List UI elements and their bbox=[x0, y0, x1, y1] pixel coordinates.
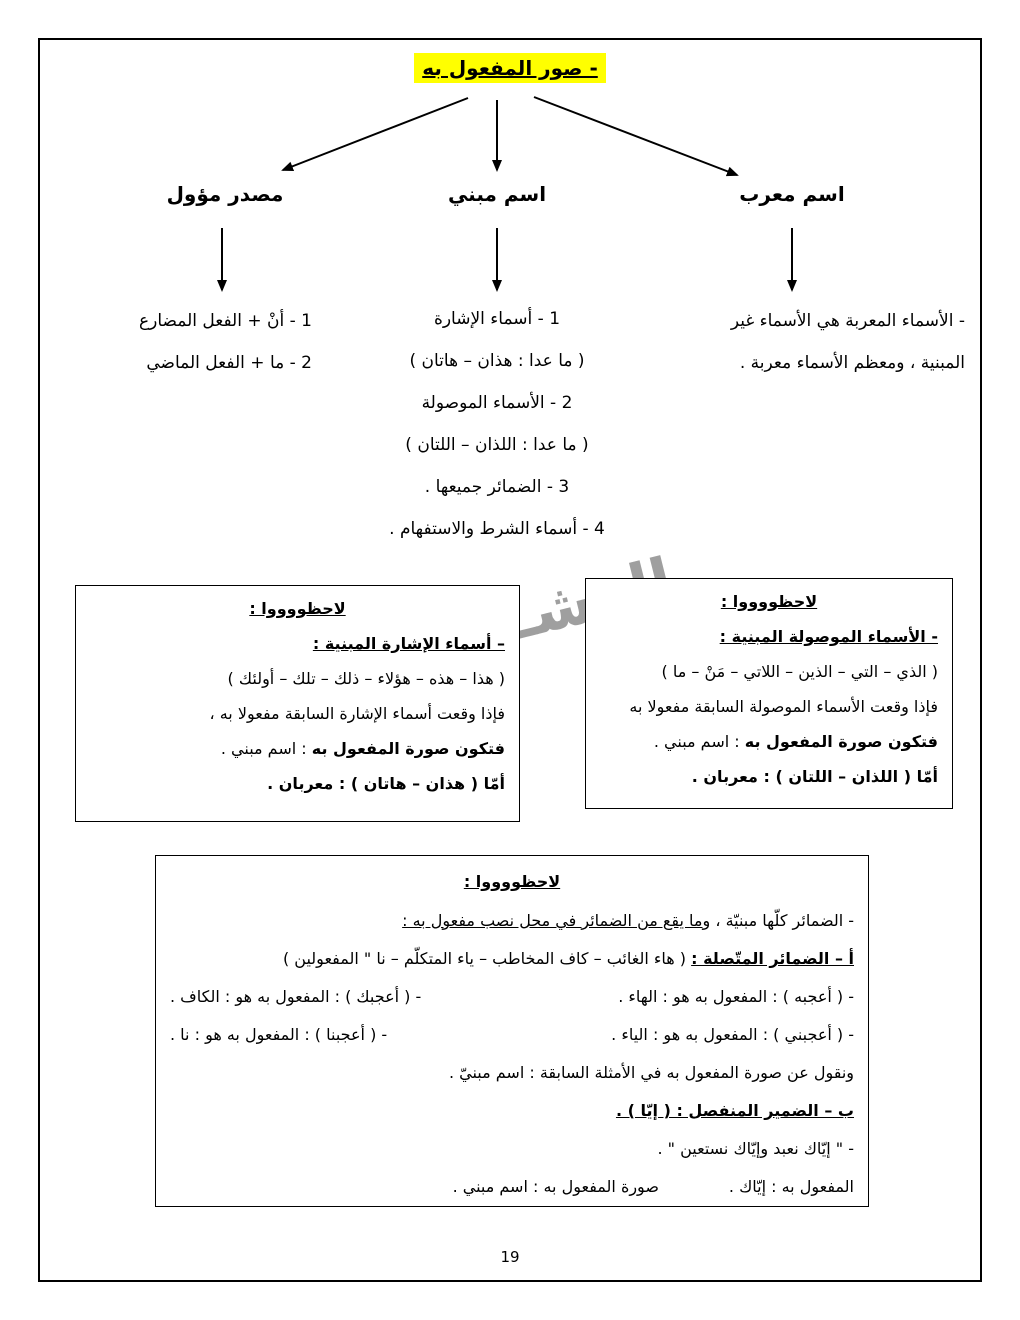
notice-condition: فإذا وقعت أسماء الإشارة السابقة مفعولا به ، bbox=[209, 704, 505, 723]
pronouns-conclusion: ونقول عن صورة المفعول به في الأمثلة السابقة : اسم مبنيّ . bbox=[448, 1063, 854, 1082]
notice-result-rest: : اسم مبني . bbox=[653, 732, 745, 751]
title-highlight: - صور المفعول به bbox=[414, 53, 606, 83]
notice-box-pronouns bbox=[155, 855, 869, 1207]
branch-heading-interpreted-masdar: مصدر مؤول bbox=[166, 182, 284, 206]
example-row-1 bbox=[170, 978, 854, 1016]
middle-branch-details bbox=[318, 298, 676, 550]
detail-line: - الأسماء المعربة هي الأسماء غير bbox=[730, 311, 965, 331]
detail-line: 4 - أسماء الشرط والاستفهام . bbox=[389, 519, 605, 539]
branch-heading-declined-noun: اسم معرب bbox=[739, 182, 845, 206]
notice-exception: أمّا ( اللذان – اللتان ) : معربان . bbox=[691, 767, 938, 786]
notice-condition: فإذا وقعت الأسماء الموصولة السابقة مفعولا به bbox=[629, 697, 938, 716]
example-row-2 bbox=[170, 1016, 854, 1054]
detail-line: 1 - أسماء الإشارة bbox=[433, 309, 561, 329]
detail-line: 2 - ما + الفعل الماضي bbox=[146, 353, 312, 373]
quran-quote: - " إيّاك نعبد وإيّاك نستعين " . bbox=[657, 1139, 854, 1158]
notice-list: ( الذي – التي – الذين – اللاتي – مَنْ – ما ) bbox=[661, 662, 938, 681]
notice-title: لاحظووووا : bbox=[463, 872, 561, 891]
notice-result bbox=[90, 731, 505, 766]
arrow-to-right-branch bbox=[534, 97, 737, 175]
final-notes bbox=[170, 1168, 854, 1206]
arrow-to-left-branch bbox=[283, 98, 468, 170]
attached-pronouns-line bbox=[170, 940, 854, 978]
example-ajabaka: - ( أعجبك ) : المفعول به هو : الكاف . bbox=[170, 987, 422, 1006]
object-note: المفعول به : إيّاك . bbox=[728, 1177, 854, 1196]
detail-line: 3 - الضمائر جميعها . bbox=[424, 477, 570, 497]
branch-heading-built-noun: اسم مبني bbox=[447, 182, 547, 206]
pronouns-intro-normal: - الضمائر كلّها مبنيّة ، و bbox=[702, 911, 854, 930]
notice-heading: - الأسماء الموصولة المبنية : bbox=[719, 627, 938, 646]
detail-line: 1 - أنْ + الفعل المضارع bbox=[138, 311, 312, 331]
notice-result-bold: فتكون صورة المفعول به bbox=[311, 739, 505, 758]
detail-line: المبنية ، ومعظم الأسماء معربة . bbox=[739, 353, 965, 373]
detached-pronoun-heading: ب – الضمير المنفصل : ( إيّا ) . bbox=[615, 1101, 854, 1120]
attached-pronouns-heading: أ – الضمائر المتّصلة : bbox=[691, 949, 854, 968]
notice-result-rest: : اسم مبني . bbox=[220, 739, 312, 758]
example-ajabani: - ( أعجبني ) : المفعول به هو : الياء . bbox=[611, 1025, 854, 1044]
notice-result bbox=[600, 724, 938, 759]
notice-box-demonstratives bbox=[75, 585, 520, 822]
detail-line: ( ما عدا : هذان – هاتان ) bbox=[409, 351, 585, 371]
form-note: صورة المفعول به : اسم مبني . bbox=[452, 1177, 659, 1196]
attached-pronouns-rest: ( هاء الغائب – كاف المخاطب – ياء المتكلّم – نا " المفعولين ) bbox=[282, 949, 692, 968]
notice-list: ( هذا – هذه – هؤلاء – ذلك – تلك – أولئك ) bbox=[227, 669, 505, 688]
notice-result-bold: فتكون صورة المفعول به bbox=[744, 732, 938, 751]
example-ajabana: - ( أعجبنا ) : المفعول به هو : نا . bbox=[170, 1025, 388, 1044]
tree-arrows bbox=[0, 0, 1020, 310]
example-ajabahu: - ( أعجبه ) : المفعول به هو : الهاء . bbox=[618, 987, 854, 1006]
pronouns-intro bbox=[170, 902, 854, 940]
notice-heading: – أسماء الإشارة المبنية : bbox=[312, 634, 505, 653]
notice-box-relatives bbox=[585, 578, 953, 809]
detail-line: ( ما عدا : اللذان – اللتان ) bbox=[405, 435, 589, 455]
pronouns-intro-underline: ما يقع من الضمائر في محل نصب مفعول به : bbox=[402, 911, 703, 930]
right-branch-details bbox=[632, 300, 965, 384]
left-branch-details bbox=[80, 300, 312, 384]
notice-exception: أمّا ( هذان – هاتان ) : معربان . bbox=[267, 774, 505, 793]
notice-title: لاحظووووا : bbox=[249, 599, 346, 618]
detail-line: 2 - الأسماء الموصولة bbox=[421, 393, 573, 413]
notice-title: لاحظووووا : bbox=[720, 592, 818, 611]
page-number: 19 bbox=[500, 1248, 520, 1266]
